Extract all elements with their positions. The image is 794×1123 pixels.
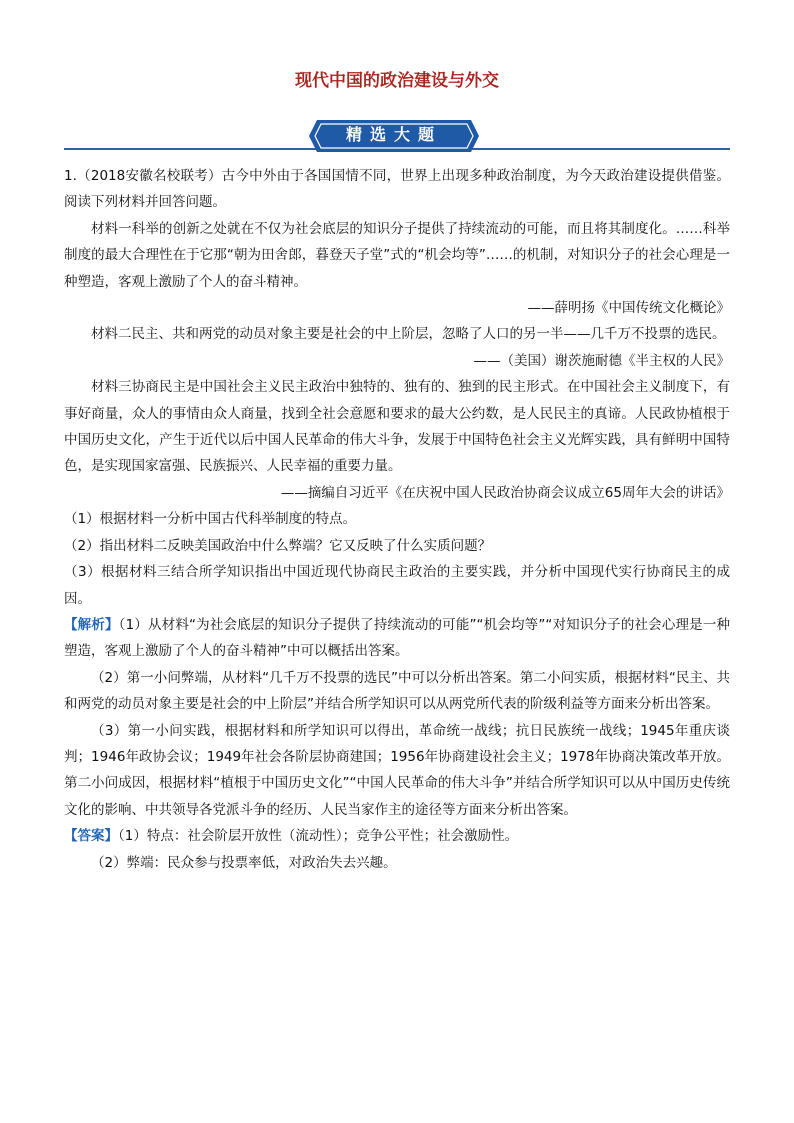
analysis-text-1: （1）从材料“为社会底层的知识分子提供了持续流动的可能”“机会均等”“对知识分子的社会心理是一种塑造，客观上激励了个人的奋斗精神”中可以概括出答案。 <box>64 616 730 660</box>
material-one: 材料一科举的创新之处就在不仅为社会底层的知识分子提供了持续流动的可能，而且将其制度化。……科举制度的最大合理性在于它那“朝为田舍郎，暮登天子堂”式的“机会均等”……的机制，对知识分子的社会心理是一种塑造，客观上激励了个人的奋斗精神。 <box>64 220 730 290</box>
material-two-source: ——（美国）谢茨施耐德《半主权的人民》 <box>473 352 730 369</box>
material-two: 材料二民主、共和两党的动员对象主要是社会的中上阶层，忽略了人口的另一半——几千万不投票的选民。 <box>91 326 726 343</box>
analysis-paragraph-1 <box>64 612 730 665</box>
material-three-source: ——摘编自习近平《在庆祝中国人民政治协商会议成立65周年大会的讲话》 <box>280 484 730 501</box>
material-one-source: ——薛明扬《中国传统文化概论》 <box>527 300 730 317</box>
sub-question-3: （3）根据材料三结合所学知识指出中国近现代协商民主政治的主要实践，并分析中国现代实行协商民主的成因。 <box>64 564 730 607</box>
answer-text-1: （1）特点：社会阶层开放性（流动性）；竞争公平性；社会激励性。 <box>118 828 519 845</box>
section-label: 精选大题 <box>345 125 442 144</box>
material-three: 材料三协商民主是中国社会主义民主政治中独特的、独有的、独到的民主形式。在中国社会主义制度下，有事好商量，众人的事情由众人商量，找到全社会意愿和要求的最大公约数，是人民民主的真谛。人民政协植根于中国历史文化，产生于近代以后中国人民革命的伟大斗争，发展于中国特色社会主义光辉实践，具有鲜明中国特色，是实现国家富强、民族振兴、人民幸福的重要力量。 <box>64 379 730 475</box>
analysis-paragraph-3: （3）第一小问实践，根据材料和所学知识可以得出，革命统一战线；抗日民族统一战线；1945年重庆谈判；1946年政协会议；1949年社会各阶层协商建国；1956年协商建设社会主义；1978年协商决策改革开放。第二小问成因，根据材料“植根于中国历史文化”“中国人民革命的伟大斗争”并结合所学知识可以从中国历史传统文化的影响、中共领导各党派斗争的经历、人民当家作主的途径等方面来分析出答案。 <box>64 722 730 818</box>
answer-tag: 【答案】 <box>64 828 118 845</box>
document-body <box>64 163 730 876</box>
page-title: 现代中国的政治建设与外交 <box>295 71 499 91</box>
answer-paragraph-2: （2）弊端：民众参与投票率低，对政治失去兴趣。 <box>91 854 397 871</box>
analysis-tag: 【解析】 <box>64 616 119 633</box>
sub-question-2: （2）指出材料二反映美国政治中什么弊端？它又反映了什么实质问题？ <box>64 537 492 554</box>
sub-question-1: （1）根据材料一分析中国古代科举制度的特点。 <box>64 511 357 528</box>
answer-paragraph-1 <box>64 823 730 849</box>
question-stem: 1.（2018安徽名校联考）古今中外由于各国国情不同，世界上出现多种政治制度，为今天政治建设提供借鉴。阅读下列材料并回答问题。 <box>64 168 730 211</box>
analysis-paragraph-2: （2）第一小问弊端，从材料“几千万不投票的选民”中可以分析出答案。第二小问实质，根据材料“民主、共和两党的动员对象主要是社会的中上阶层”并结合所学知识可以从两党所代表的阶级利益等方面来分析出答案。 <box>64 669 730 713</box>
